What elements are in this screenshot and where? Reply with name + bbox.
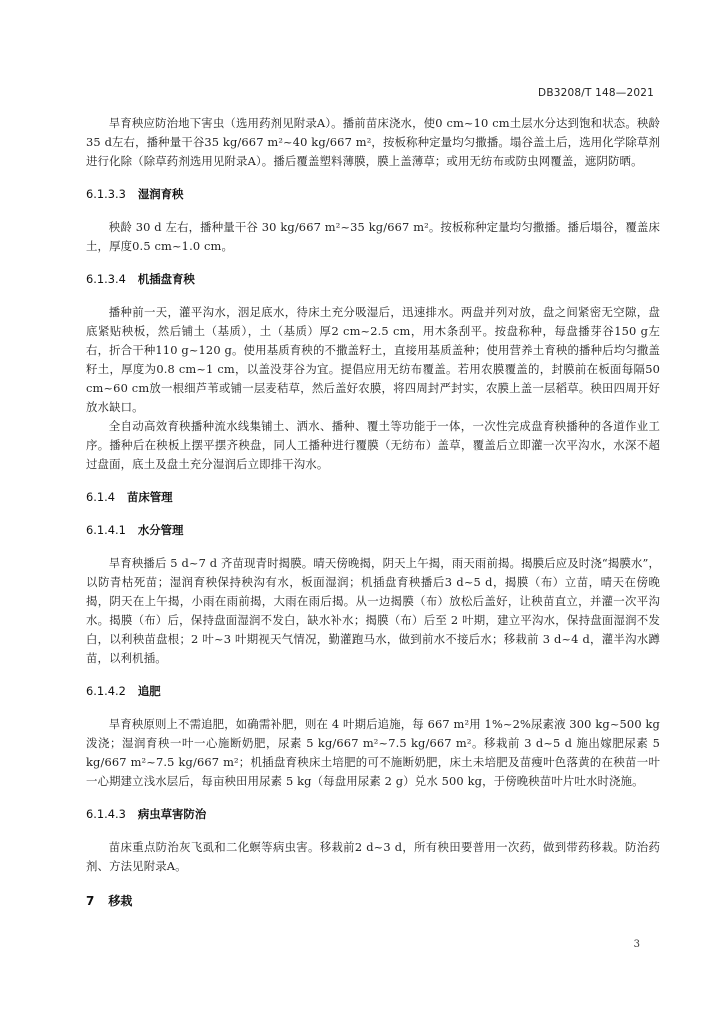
section-heading xyxy=(86,185,660,204)
section-number: 6.1.4.2 xyxy=(86,684,126,698)
section-number: 6.1.3.4 xyxy=(86,272,126,286)
paragraph: 苗床重点防治灰飞虱和二化螟等病虫害。移栽前2 d~3 d，所有秧田要普用一次药，做到带药移栽。防治药剂、方法见附录A。 xyxy=(86,840,660,873)
section-title: 机插盘育秧 xyxy=(137,272,195,286)
section-heading xyxy=(86,805,660,824)
paragraph: 旱育秧应防治地下害虫（选用药剂见附录A）。播前苗床浇水，使0 cm~10 cm土层水分达到饱和状态。秧龄35 d左右，播种量干谷35 kg/667 m²~40 kg/667 m²，按板称种定量均匀撒播。塌谷盖土后，选用化学除草剂进行化除（除草药剂选用见附录A）。播后覆盖塑料薄膜，膜上盖薄草；或用无纺布或防虫网覆盖，遮阴防晒。 xyxy=(86,116,660,168)
section-heading xyxy=(86,488,660,507)
section-heading xyxy=(86,682,660,701)
section-title: 病虫草害防治 xyxy=(137,807,207,821)
section-title: 湿润育秧 xyxy=(137,187,184,201)
section-title: 苗床管理 xyxy=(126,490,173,504)
section-heading xyxy=(86,270,660,289)
section-number: 6.1.4 xyxy=(86,490,115,504)
document-body xyxy=(86,114,660,909)
section-title: 水分管理 xyxy=(137,523,184,537)
paragraph: 秧龄 30 d 左右，播种量干谷 30 kg/667 m²~35 kg/667 m²。按板称种定量均匀撒播。播后塌谷，覆盖床土，厚度0.5 cm~1.0 cm。 xyxy=(86,220,660,253)
document-code: DB3208/T 148—2021 xyxy=(538,87,654,99)
section-number: 6.1.3.3 xyxy=(86,187,126,201)
paragraph: 播种前一天，灌平沟水，洇足底水，待床土充分吸湿后，迅速排水。两盘并列对放，盘之间紧密无空隙，盘底紧贴秧板，然后铺土（基质），土（基质）厚2 cm~2.5 cm，用木条刮平。按盘称种，每盘播芽谷150 g左右，折合干种110 g~120 g。使用基质育秧的不撒盖籽土，直接用基质盖种；使用营养土育秧的播种后均匀撒盖籽土，厚度为0.8 cm~1 cm，以盖没芽谷为宜。提倡应用无纺布覆盖。若用农膜覆盖的，封膜前在板面每隔50 cm~60 cm放一根细芦苇或铺一层麦秸草，然后盖好农膜，将四周封严封实，农膜上盖一层稻草。秧田四周开好放水缺口。 xyxy=(86,305,660,414)
section-number: 6.1.4.1 xyxy=(86,523,126,537)
chapter-number: 7 xyxy=(86,894,95,908)
paragraph: 旱育秧播后 5 d~7 d 齐苗现青时揭膜。晴天傍晚揭，阴天上午揭，雨天雨前揭。揭膜后应及时浇“揭膜水”，以防青枯死苗；湿润育秧保持秧沟有水，板面湿润；机插盘育秧播后3 d~5 d，揭膜（布）立苗，晴天在傍晚揭，阴天在上午揭，小雨在雨前揭，大雨在雨后揭。从一边揭膜（布）放松后盖好，让秧苗直立，并灌一次平沟水。揭膜（布）后，保持盘面湿润不发白，缺水补水；揭膜（布）后至 2 叶期，建立平沟水，保持盘面湿润不发白，以利秧苗盘根；2 叶~3 叶期视天气情况，勤灌跑马水，做到前水不接后水；移栽前 3 d~4 d，灌半沟水蹲苗，以利机插。 xyxy=(86,556,660,665)
paragraph: 全自动高效育秧播种流水线集铺土、洒水、播种、覆土等功能于一体，一次性完成盘育秧播种的各道作业工序。播种后在秧板上摆平摆齐秧盘，同人工播种进行覆膜（无纺布）盖草，覆盖后立即灌一次平沟水，水深不超过盘面，底土及盘土充分湿润后立即排干沟水。 xyxy=(86,419,660,471)
section-title: 追肥 xyxy=(137,684,161,698)
page-number: 3 xyxy=(633,939,640,950)
paragraph: 旱育秧原则上不需追肥，如确需补肥，则在 4 叶期后追施，每 667 m²用 1%~2%尿素液 300 kg~500 kg泼浇；湿润育秧一叶一心施断奶肥，尿素 5 kg/667 m²~7.5 kg/667 m²。移栽前 3 d~5 d 施出嫁肥尿素 5 kg/667 m²~7.5 kg/667 m²；机插盘育秧床土培肥的可不施断奶肥，床土未培肥及苗瘦叶色落黄的在秧苗一叶一心期建立浅水层后，每亩秧田用尿素 5 kg（每盘用尿素 2 g）兑水 500 kg，于傍晚秧苗叶片吐水时浇施。 xyxy=(86,717,660,788)
chapter-heading xyxy=(86,892,660,909)
chapter-title: 移栽 xyxy=(108,894,133,908)
section-heading xyxy=(86,521,660,540)
section-number: 6.1.4.3 xyxy=(86,807,126,821)
